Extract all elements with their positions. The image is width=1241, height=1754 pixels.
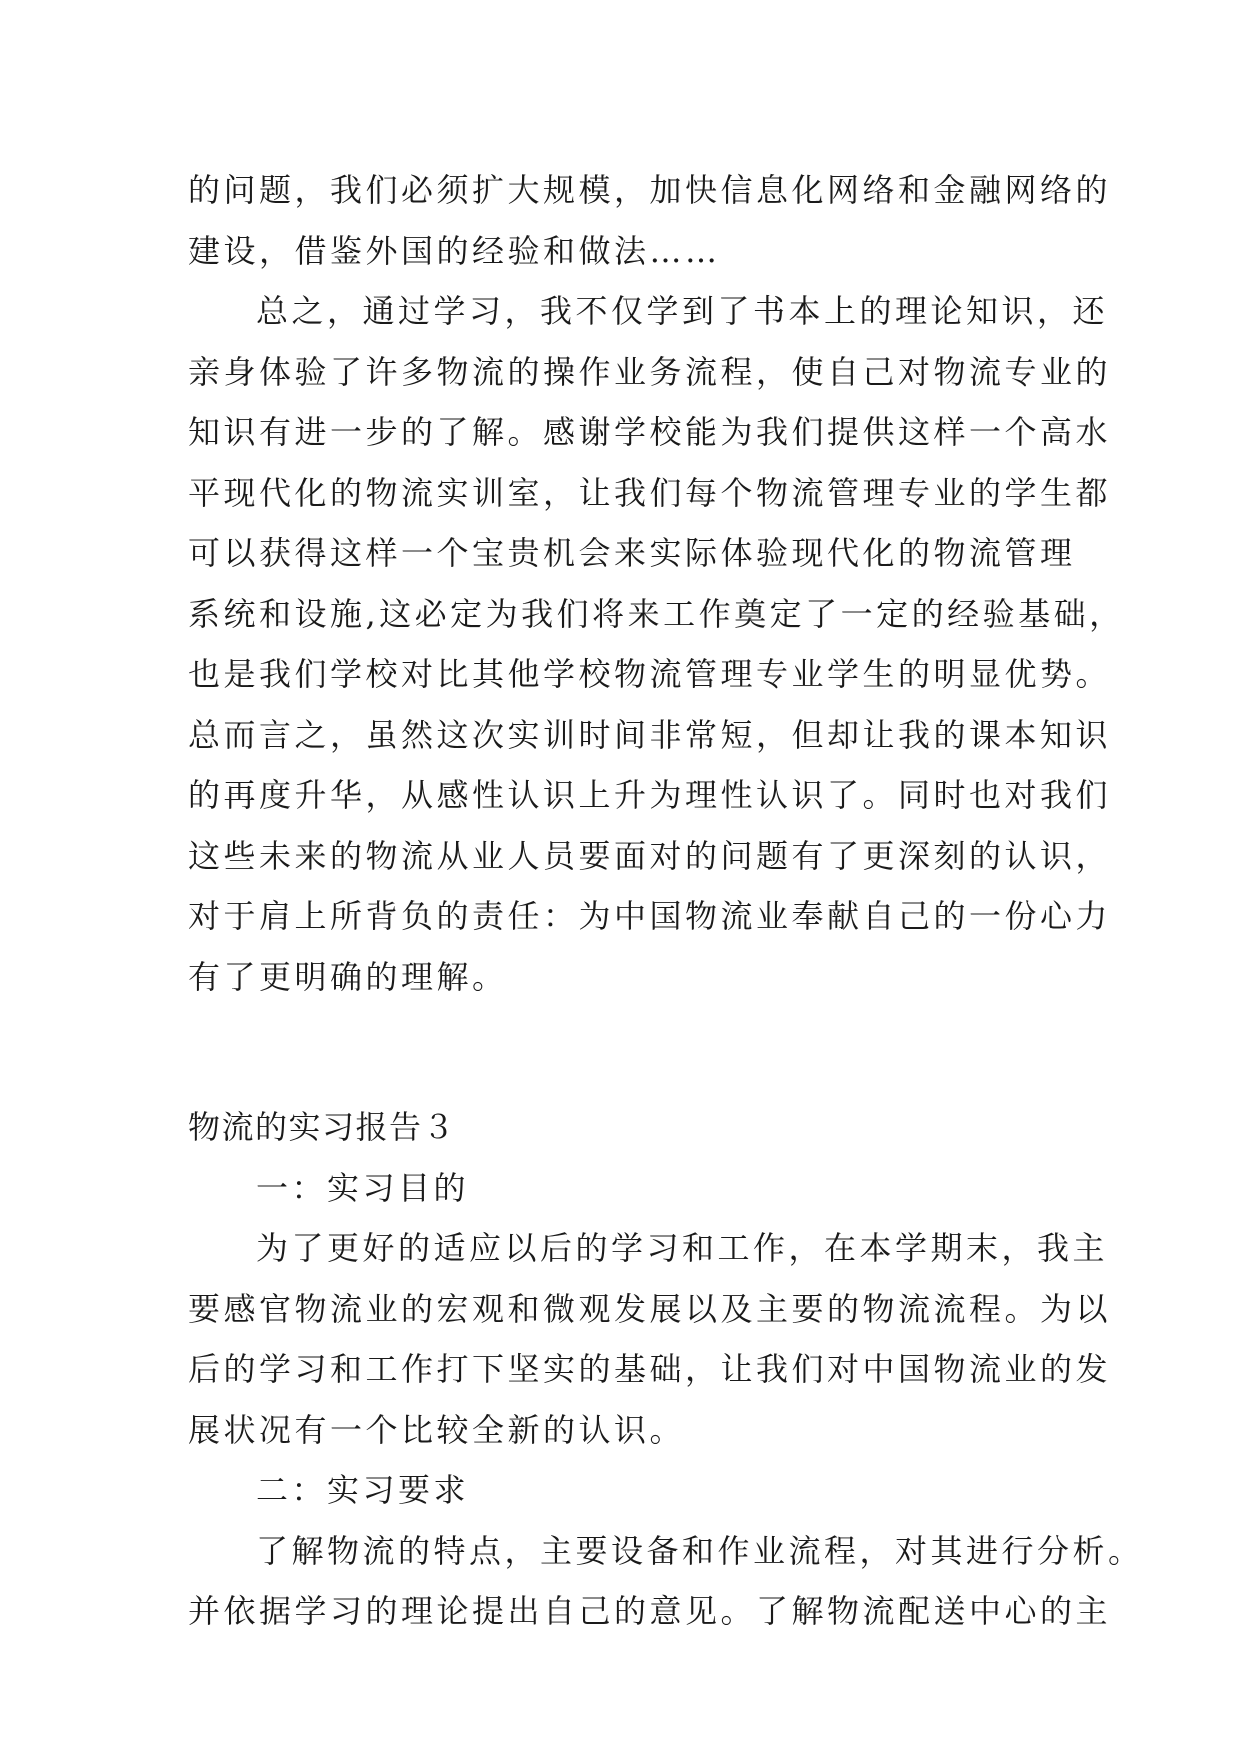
paragraph-line: 亲身体验了许多物流的操作业务流程，使自己对物流专业的 (188, 352, 1112, 391)
paragraph-line: 平现代化的物流实训室，让我们每个物流管理专业的学生都 (188, 473, 1112, 512)
paragraph-line: 可以获得这样一个宝贵机会来实际体验现代化的物流管理 (188, 534, 1076, 572)
paragraph-line: 系统和设施,这必定为我们将来工作奠定了一定的经验基础， (188, 594, 1125, 633)
paragraph-line: 也是我们学校对比其他学校物流管理专业学生的明显优势。 (188, 655, 1112, 693)
report-title: 物流的实习报告３ (188, 1108, 457, 1146)
paragraph-line: 建设，借鉴外国的经验和做法…… (188, 231, 721, 270)
paragraph-line: 要感官物流业的宏观和微观发展以及主要的物流流程。为以 (188, 1289, 1112, 1328)
section-heading-requirements: 二：实习要求 (256, 1471, 470, 1509)
purpose-paragraph (188, 1218, 1112, 1460)
paragraph-line: 有了更明确的理解。 (188, 957, 508, 996)
paragraph-line: 展状况有一个比较全新的认识。 (188, 1410, 686, 1449)
continuation-paragraph (188, 160, 1112, 281)
paragraph-line: 的问题，我们必须扩大规模，加快信息化网络和金融网络的 (188, 171, 1112, 209)
paragraph-line: 了解物流的特点，主要设备和作业流程，对其进行分析。 (256, 1531, 1144, 1570)
paragraph-line: 对于肩上所背负的责任：为中国物流业奉献自己的一份心力 (188, 897, 1112, 935)
paragraph-line: 知识有进一步的了解。感谢学校能为我们提供这样一个高水 (188, 413, 1112, 451)
summary-paragraph (188, 281, 1125, 1007)
requirements-paragraph (188, 1521, 1144, 1642)
section-heading-purpose: 一：实习目的 (256, 1168, 470, 1207)
paragraph-line: 的再度升华，从感性认识上升为理性认识了。同时也对我们 (188, 776, 1112, 814)
paragraph-line: 总之，通过学习，我不仅学到了书本上的理论知识，还 (256, 292, 1109, 330)
paragraph-line: 这些未来的物流从业人员要面对的问题有了更深刻的认识， (188, 836, 1112, 875)
document-body (188, 160, 1144, 1642)
section-spacer (188, 1007, 1068, 1097)
paragraph-line: 并依据学习的理论提出自己的意见。了解物流配送中心的主 (188, 1592, 1112, 1630)
paragraph-line: 总而言之，虽然这次实训时间非常短，但却让我的课本知识 (188, 715, 1112, 754)
paragraph-line: 为了更好的适应以后的学习和工作，在本学期末，我主 (256, 1229, 1109, 1267)
paragraph-line: 后的学习和工作打下坚实的基础，让我们对中国物流业的发 (188, 1350, 1112, 1388)
